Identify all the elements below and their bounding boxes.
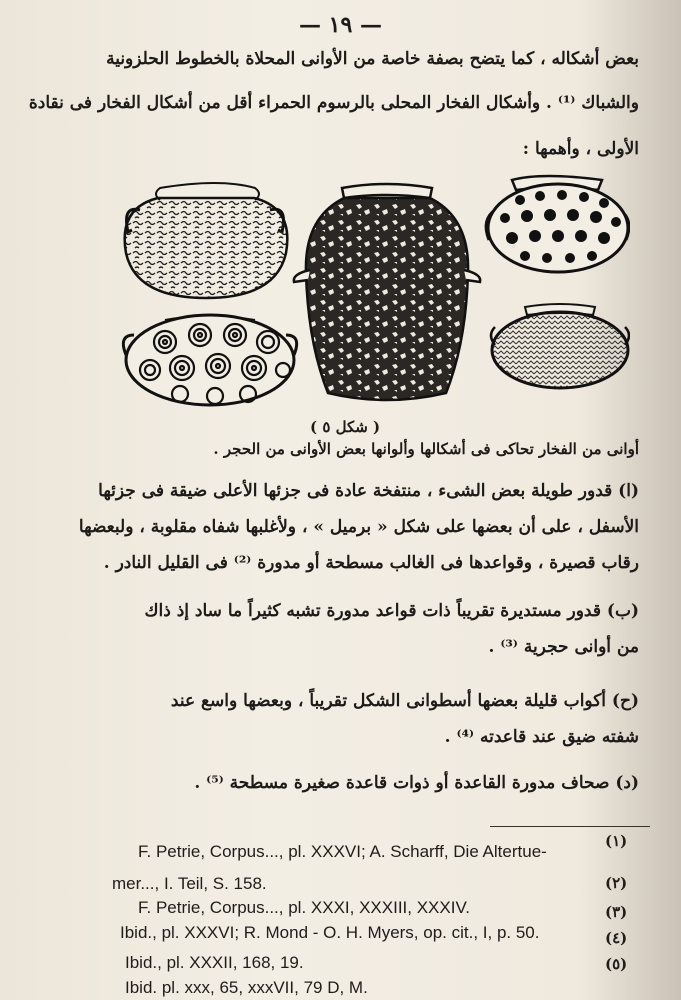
footnote-5: Ibid. pl. xxx, 65, xxxVII, 79 D, M. (125, 978, 368, 997)
item-c-line-2: شفته ضيق عند قاعدته ⁽⁴⁾ . (444, 727, 639, 747)
item-a-line-2: الأسفل ، على أن بعضها على شكل « برميل » ، ولأغلبها شفاه مقلوبة ، ولبعضها (78, 517, 639, 537)
intro-line-1: بعض أشكاله ، كما يتضح بصفة خاصة من الأوانى المحلاة بالخطوط الحلزونية (106, 49, 639, 69)
item-b-line-2: من أوانى حجرية ⁽³⁾ . (488, 637, 639, 657)
item-d-line-1: (د) صحاف مدورة القاعدة أو ذوات قاعدة صغيرة مسطحة ⁽⁵⁾ . (194, 773, 639, 793)
item-c-line-1: (ح) أكواب قليلة بعضها أسطوانى الشكل تقريباً ، وبعضها واسع عند (170, 691, 639, 711)
dotted-pot-drawing (486, 176, 629, 272)
page-number: — ١٩ — (299, 12, 382, 38)
intro-line-2: والشباك ⁽¹⁾ . وأشكال الفخار المحلى بالرسوم الحمراء أقل من أشكال الفخار فى نقادة (28, 93, 639, 113)
footnote-number-3: (٣) (605, 903, 628, 921)
intro-line-3: الأولى ، وأهمها : (522, 139, 639, 159)
wavy-pot-drawing (125, 183, 288, 298)
footnote-1-line-2: mer..., I. Teil, S. 158. (112, 874, 267, 893)
item-a-line-1: (ا) قدور طويلة بعض الشىء ، منتفخة عادة فى جزئها الأعلى ضيقة فى جزئها (98, 481, 639, 501)
mottled-jar-drawing (294, 184, 480, 400)
hatched-pot-drawing (491, 304, 629, 388)
footnote-number-4: (٤) (605, 929, 628, 947)
figure-caption: أوانى من الفخار تحاكى فى أشكالها وألوانها بعض الأوانى من الحجر . (213, 440, 639, 458)
footnote-2: F. Petrie, Corpus..., pl. XXXI, XXXIII, XXXIV. (138, 898, 470, 917)
footnote-3: Ibid., pl. XXXVI; R. Mond - O. H. Myers, op. cit., I, p. 50. (120, 923, 540, 942)
figure-label: ( شكل ٥ ) (310, 418, 381, 436)
footnote-number-5: (٥) (605, 955, 628, 973)
item-b-line-1: (ب) قدور مستديرة تقريباً ذات قواعد مدورة تشبه كثيراً ما ساد إذ ذاك (144, 601, 639, 621)
footnote-number-1: (١) (605, 832, 628, 850)
footnote-rule (490, 826, 650, 827)
footnote-4: Ibid., pl. XXXII, 168, 19. (125, 953, 304, 972)
pottery-figure (120, 170, 630, 415)
item-a-line-3: رقاب قصيرة ، وقواعدها فى الغالب مسطحة أو مدورة ⁽²⁾ فى القليل النادر . (103, 553, 639, 573)
footnote-1-line-1: F. Petrie, Corpus..., pl. XXXVI; A. Scharff, Die Altertue- (138, 842, 547, 861)
spiral-pot-drawing (123, 315, 296, 405)
footnote-number-2: (٢) (605, 874, 628, 892)
